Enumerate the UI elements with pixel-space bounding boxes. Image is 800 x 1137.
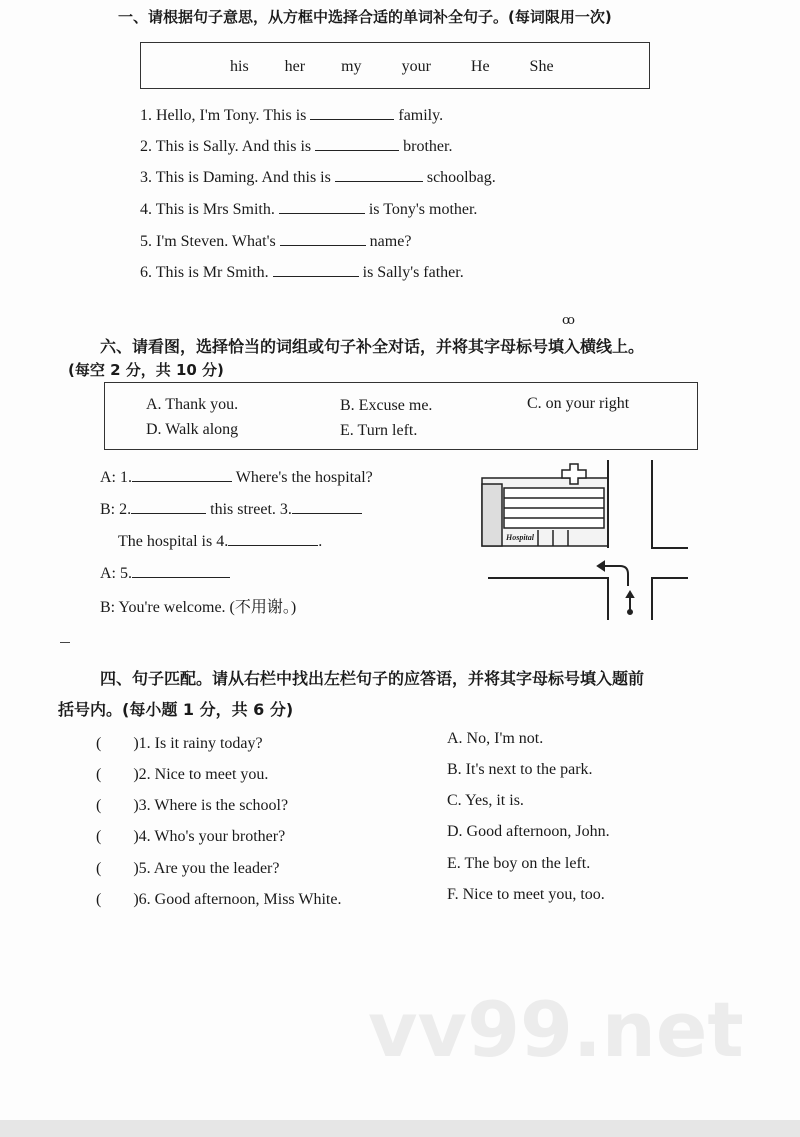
fill-blank-item: 4. This is Mrs Smith. is Tony's mother. xyxy=(140,201,478,218)
match-question: ( )3. Where is the school? xyxy=(96,797,289,814)
section4-title: 四、句子匹配。请从右栏中找出左栏句子的应答语，并将其字母标号填入题前 xyxy=(100,669,645,688)
option: B. Excuse me. xyxy=(340,397,433,414)
option: E. Turn left. xyxy=(340,422,418,439)
decoration-icon: ꝏ xyxy=(562,312,575,327)
answer-blank[interactable] xyxy=(315,136,399,151)
fill-blank-item: 6. This is Mr Smith. is Sally's father. xyxy=(140,264,464,281)
match-question: ( )2. Nice to meet you. xyxy=(96,766,269,783)
match-answer: E. The boy on the left. xyxy=(447,855,591,872)
match-question: ( )5. Are you the leader? xyxy=(96,860,280,877)
divider-mark xyxy=(60,642,70,643)
match-answer: F. Nice to meet you, too. xyxy=(447,886,605,903)
match-question: ( )1. Is it rainy today? xyxy=(96,735,263,752)
word: his xyxy=(230,58,249,75)
fill-blank-item: 5. I'm Steven. What's name? xyxy=(140,233,412,250)
match-answer: D. Good afternoon, John. xyxy=(447,823,610,840)
dialogue-line-2: B: 2. this street. 3. xyxy=(100,499,362,519)
option: D. Walk along xyxy=(146,421,239,438)
word: my xyxy=(341,58,362,75)
fill-blank-item: 3. This is Daming. And this is schoolbag. xyxy=(140,169,496,186)
section4-subtitle: 括号内。(每小题 1 分，共 6 分) xyxy=(58,700,294,719)
bottom-bar xyxy=(0,1120,800,1137)
word-list xyxy=(230,58,554,76)
hospital-sign: Hospital xyxy=(506,533,535,542)
answer-blank[interactable] xyxy=(280,231,366,246)
word: He xyxy=(470,58,490,75)
match-question: ( )6. Good afternoon, Miss White. xyxy=(96,891,342,908)
answer-blank[interactable] xyxy=(335,167,423,182)
match-answer: A. No, I'm not. xyxy=(447,730,544,747)
word: She xyxy=(529,58,554,75)
answer-blank[interactable] xyxy=(279,199,365,214)
match-question: ( )4. Who's your brother? xyxy=(96,828,286,845)
answer-blank[interactable] xyxy=(310,105,394,120)
section6-subtitle: (每空 2 分，共 10 分) xyxy=(68,361,224,379)
hospital-map xyxy=(478,458,698,623)
hospital-building-icon xyxy=(482,464,608,546)
dialogue-line-4: A: 5. xyxy=(100,563,230,583)
watermark: vv99.net xyxy=(368,985,744,1074)
fill-blank-item: 1. Hello, I'm Tony. This is family. xyxy=(140,107,444,124)
section1-title: 一、请根据句子意思，从方框中选择合适的单词补全句子。(每词限用一次) xyxy=(118,8,612,26)
answer-blank[interactable] xyxy=(273,262,359,277)
option: C. on your right xyxy=(527,395,630,412)
word: your xyxy=(401,58,431,75)
match-answer: B. It's next to the park. xyxy=(447,761,593,778)
dialogue-line-3: The hospital is 4. . xyxy=(118,533,323,550)
section6-title: 六、请看图，选择恰当的词组或句子补全对话，并将其字母标号填入横线上。 xyxy=(100,337,645,356)
option: A. Thank you. xyxy=(146,396,239,413)
dialogue-line-1: A: 1. Where's the hospital? xyxy=(100,469,373,486)
fill-blank-item: 2. This is Sally. And this is brother. xyxy=(140,138,453,155)
word: her xyxy=(284,58,306,75)
dialogue-line-5: B: You're welcome. (不用谢。) xyxy=(100,599,297,616)
match-answer: C. Yes, it is. xyxy=(447,792,524,809)
